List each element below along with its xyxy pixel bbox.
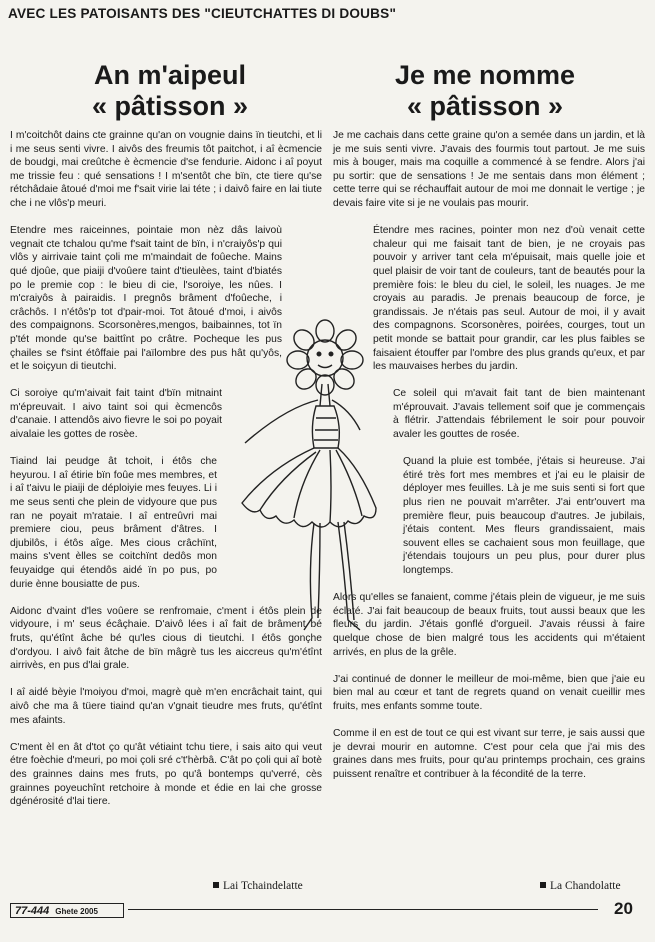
page-number: 20 <box>614 899 633 918</box>
patois-signature <box>213 880 303 892</box>
french-signature <box>540 880 621 892</box>
patois-paragraph: Etendre mes raiceinnes, pointaie mon nèz dâs laivoù vegnait cte tchalou qu'me f'sait taint de bïn, i n'craiyôs'p qui vlôs y airrivaie taint çoli me m'maindait de foûeche. Mains qué djoûe, que piaiji d'voûere taint d'tieulèes, taint d'biatés po le premie cop : le bieu di cie, l'soroiye, les nûes. I m'craiyôs à pairaidis. I pregnôs brâment d'foûeche, i crâchôs. I n'étôs'p tot d'pair-moi. Tot âtoué d'moi, i aivôs des compaignons. Scorsonères,mengos, baibainnes, tot ïn p'tét monde qu'se baittînt po crâtre. Pocheque les pus çhailes se f'sint étôffaie pai l'aïlombre des pus hât qu'yôs, et le soiçyun di tieutchi. <box>10 225 282 373</box>
section-header: AVEC LES PATOISANTS DES "CIEUTCHATTES DI DOUBS" <box>8 6 397 21</box>
french-paragraph: Alors qu'elles se fanaient, comme j'étais plein de vigueur, je me suis éclaté. J'ai fait beaucoup de beaux fruits, tout aussi beaux que les fleurs du jardin. J'étais gonflé d'orgueil. J'avais réussi à faire quelque chose de bien malgré tous les accidents qui m'étaient arrivés, en plus de la grêle. <box>333 592 645 658</box>
french-paragraph: Je me cachais dans cette graine qu'on a semée dans un jardin, et là je me suis senti vivre. J'avais des fourmis tout partout. Je me suis mis à bouger, mais ma coquille a commencé à se fendre. Alors j'ai pu sortir: que de sensations ! Je me sentais dans mon élément ; cette terre qui se réchauffait autour de moi me donnait le vertige ; je devais faire vite si je ne voulais pas mourir. <box>333 130 645 209</box>
bullet-square-icon <box>540 882 546 888</box>
patois-paragraph: Tiaind lai peudge ât tchoit, i étôs che heyurou. I aî étirie bïn foûe mes membres, et i aî t'aivu le piaiji de déploiyie mes feuyes. Li i me seus senti che plein de vidyoure que pus ran ne poyait m'rataie. I aî entreûvri mai premiere ciou, peus brâment d'âtres. I djubilôs, i étôs aîge. Mes cious crâchïnt, mains s'vent èlles se coitchïnt dedôs mon feuyaidge qui étendôs aidé ïn po pus, po durie ènne bousiatte de pus. <box>10 456 217 590</box>
french-paragraph: Ce soleil qui m'avait fait tant de bien maintenant m'éprouvait. J'avais tellement soif que je commençais à flétrir. J'attendais fébrilement le soir pour pouvoir avaler les gouttes de rosée. <box>393 388 645 441</box>
flower-head-icon <box>287 320 363 395</box>
french-paragraph: Quand la pluie est tombée, j'étais si heureuse. J'ai étiré très fort mes membres et j'ai eu le plaisir de déployer mes feuilles. Là je me suis senti si fort que plus rien ne pouvait m'arrêter. J'ai entr'ouvert ma première fleur, puis beaucoup d'autres. Je jubilais, j'étais content. Mes fleurs grandissaient, mais souvent elles se cachaient sous mon feuillage, que j'étendais toujours un peu plus, pour durer plus longtemps. <box>403 456 645 576</box>
patois-title-line2: « pâtisson » <box>91 91 249 121</box>
french-title <box>335 60 635 122</box>
patois-paragraph: C'ment èl en ât d'tot ço qu'ât vétiaint tchu tiere, i sais aito qui veut étre foèchie d'meuri, po moi çoli sré c't'hèrbâ. C'ât po çoli qui aî botè des grainnes dains mes fruts, po qu'â bontemps qu'verré, cès grainnes poyeuchînt retchoire à monde et édie en lai che grosse dgénérosité d'lai tiere. <box>10 741 322 808</box>
french-signature-text: La Chandolatte <box>550 880 621 892</box>
issue-box <box>10 903 124 918</box>
french-title-line1: Je me nomme <box>394 60 576 90</box>
french-paragraph: J'ai continué de donner le meilleur de moi-même, bien que j'aie eu bien mal au cœur et tant de regrets quand on venait cueillir mes fruits, mes enfants somme toute. <box>333 673 645 712</box>
patois-paragraph: Aidonc d'vaint d'les voûere se renfromaie, c'ment i étôs plein de vidyoure, i m' seus écâçhaie. D'aivô lées i aî fait de brâment bé fruts, qu'étînt âche bé qu'les cious di tieutchi. I étôs gonçhe d'ordyou. I aivô fait âtche de bïn mâgrè tus les aiccreus qu'm'étînt airrivès, en pus d'lai grale. <box>10 605 322 672</box>
patois-paragraph: I aî aidé bèyie l'moiyou d'moi, magrè què m'en encrâchait taint, qui aivô che ma â tüere tiaind qu'an v'gnait tieudre mes fruts, qu'étînt mes afaints. <box>10 687 322 726</box>
bullet-square-icon <box>213 882 219 888</box>
patois-signature-text: Lai Tchaindelatte <box>223 880 303 892</box>
patois-title <box>20 60 320 122</box>
issue-number: 77-444 <box>15 905 50 917</box>
patois-paragraph: I m'coitchôt dains cte grainne qu'an on vougnie dains ïn tieutchi, et li i me seus senti vivre. I aivôs des freumis tôt paitchot, i aî ècmencie de boudgi, mai creûtche è ècmencie d'se fendurie. Aidonc i aî poyut me trissie feu : qué sensations ! I m'sentôt che bïn, cte tiere qu'se rétchâdaie âtoué d'moi me f'sait virie lai téte ; i daivô faire en lai tiute che i ne vlôs'p meuri. <box>10 130 322 209</box>
issue-date: Ghete 2005 <box>55 907 98 916</box>
patisson-dancer-drawing <box>230 318 380 650</box>
footer-rule <box>128 909 598 910</box>
patois-paragraph: Ci soroiye qu'm'aivait fait taint d'bïn mitnaint m'épreuvait. I aivo taint soi qui ècmencôs d'canaie. I attendôs aivo fievre le soi po poyait aivalaie les gottes de rosèe. <box>10 388 222 441</box>
patois-title-line1: An m'aipeul <box>94 60 246 90</box>
french-paragraph: Comme il en est de tout ce qui est vivant sur terre, je sais aussi que je devrai mourir en automne. C'est pour cela que j'ai mis des graines dans mes fruits, pour qu'au printemps prochain, ces grains puissent renaître et contribuer à la fécondité de la terre. <box>333 728 645 780</box>
french-title-line2: « pâtisson » <box>406 91 564 121</box>
french-paragraph: Étendre mes racines, pointer mon nez d'où venait cette chaleur qui me faisait tant de bien, je ne croyais pas pouvoir y arriver tant cela m'épuisait, mais quelle joie et quel plaisir de voir tant de couleurs, tant de beautés pour la première fois: le bleu du ciel, le soleil, les nuages. Je me croyais au paradis. Je prenais beaucoup de force, je grandissais. Je n'étais pas seul. Autour de moi, il y avait des compagnons. Scorsonères, poirées, courges, tout un petit monde se battait pour grandir, car les plus faibles se faisaient étouffer par l'ombre des plus grands qu'eux, et par les mauvaises herbes du jardin. <box>373 225 645 373</box>
